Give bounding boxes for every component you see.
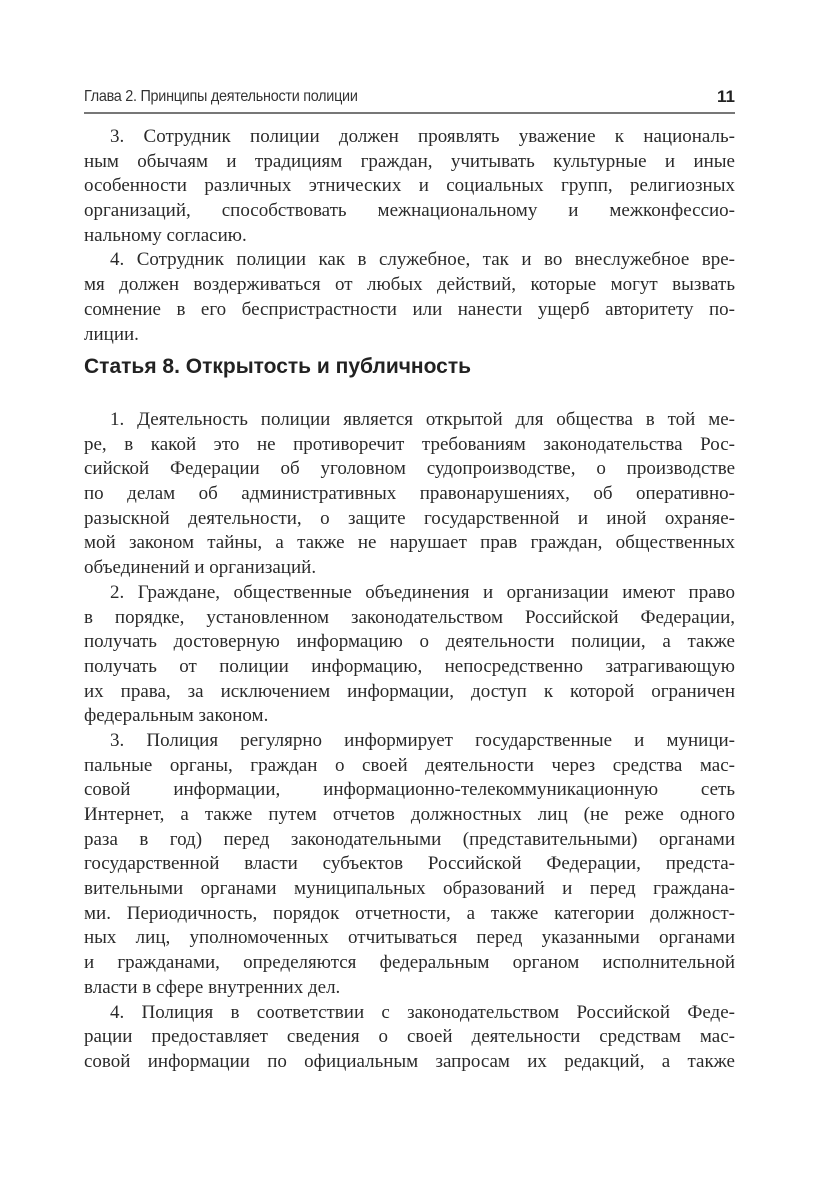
text-line: особенности различных этнических и социальных групп, религиозных [84,175,735,197]
text-line: пальные органы, граждан о своей деятельности через средства мас- [84,754,735,776]
text-line: и гражданами, определяются федеральным органом исполнительной [84,952,735,974]
text-line: вительными органами муниципальных образований и перед граждана- [84,878,735,900]
paragraph [84,581,735,729]
text-line: мя должен воздерживаться от любых действий, которые могут вызвать [84,274,735,296]
running-header [84,86,735,114]
text-line: лиции. [84,323,139,345]
text-line: получать от полиции информацию, непосредственно затрагивающую [84,655,735,677]
page-number: 11 [717,87,735,106]
text-line: 3. Полиция регулярно информирует государственные и муници- [110,729,735,751]
running-title: Глава 2. Принципы деятельности полиции [84,88,358,105]
paragraph [84,125,735,248]
text-line: совой информации, информационно-телекоммуникационную сеть [84,779,735,801]
text-line: государственной власти субъектов Российской Федерации, предста- [84,853,735,875]
text-line: федеральным законом. [84,705,269,727]
text-line: власти в сфере внутренних дел. [84,976,341,998]
text-line: их права, за исключением информации, доступ к которой ограничен [84,680,735,702]
article-heading: Статья 8. Открытость и публичность [84,355,472,378]
text-line: ных лиц, уполномоченных отчитываться перед указанными органами [84,927,735,949]
paragraph [84,248,735,347]
text-line: получать достоверную информацию о деятельности полиции, а также [84,631,735,653]
text-line: 1. Деятельность полиции является открытой для общества в той ме- [110,409,735,430]
text-line: совой информации по официальным запросам их редакций, а также [84,1050,735,1072]
text-line: нальному согласию. [84,224,247,246]
text-line: сомнение в его беспристрастности или нанести ущерб авторитету по- [84,298,735,320]
text-line: 4. Полиция в соответствии с законодательством Российской Феде- [110,1001,735,1023]
text-line: ми. Периодичность, порядок отчетности, а также категории должност- [84,902,735,924]
text-line: разыскной деятельности, о защите государственной и иной охраняе- [84,507,735,529]
paragraph [84,408,735,581]
text-line: мой законом тайны, а также не нарушает прав граждан, общественных [84,532,735,554]
text-line: 2. Граждане, общественные объединения и организации имеют право [110,581,735,603]
text-line: в порядке, установленном законодательством Российской Федерации, [84,606,735,628]
preceding-article-text [84,125,735,347]
paragraph [84,729,735,1001]
text-line: раза в год) перед законодательными (представительными) органами [84,828,735,850]
text-line: сийской Федерации об уголовном судопроизводстве, о производстве [84,458,735,480]
text-line: по делам об административных правонарушениях, об оперативно- [84,483,735,505]
text-line: 3. Сотрудник полиции должен проявлять уважение к националь- [110,126,735,147]
text-line: ным обычаям и традициям граждан, учитывать культурные и иные [84,150,735,172]
text-line: рации предоставляет сведения о своей деятельности средствам мас- [84,1026,735,1048]
text-line: Интернет, а также путем отчетов должностных лиц (не реже одного [84,804,735,825]
article-body [84,408,735,1075]
text-line: 4. Сотрудник полиции как в служебное, так и во внеслужебное вре- [110,249,735,271]
text-line: ре, в какой это не противоречит требованиям законодательства Рос- [84,433,735,455]
text-line: объединений и организаций. [84,557,317,579]
text-line: организаций, способствовать межнациональному и межконфессио- [84,200,735,222]
paragraph [84,1001,735,1075]
